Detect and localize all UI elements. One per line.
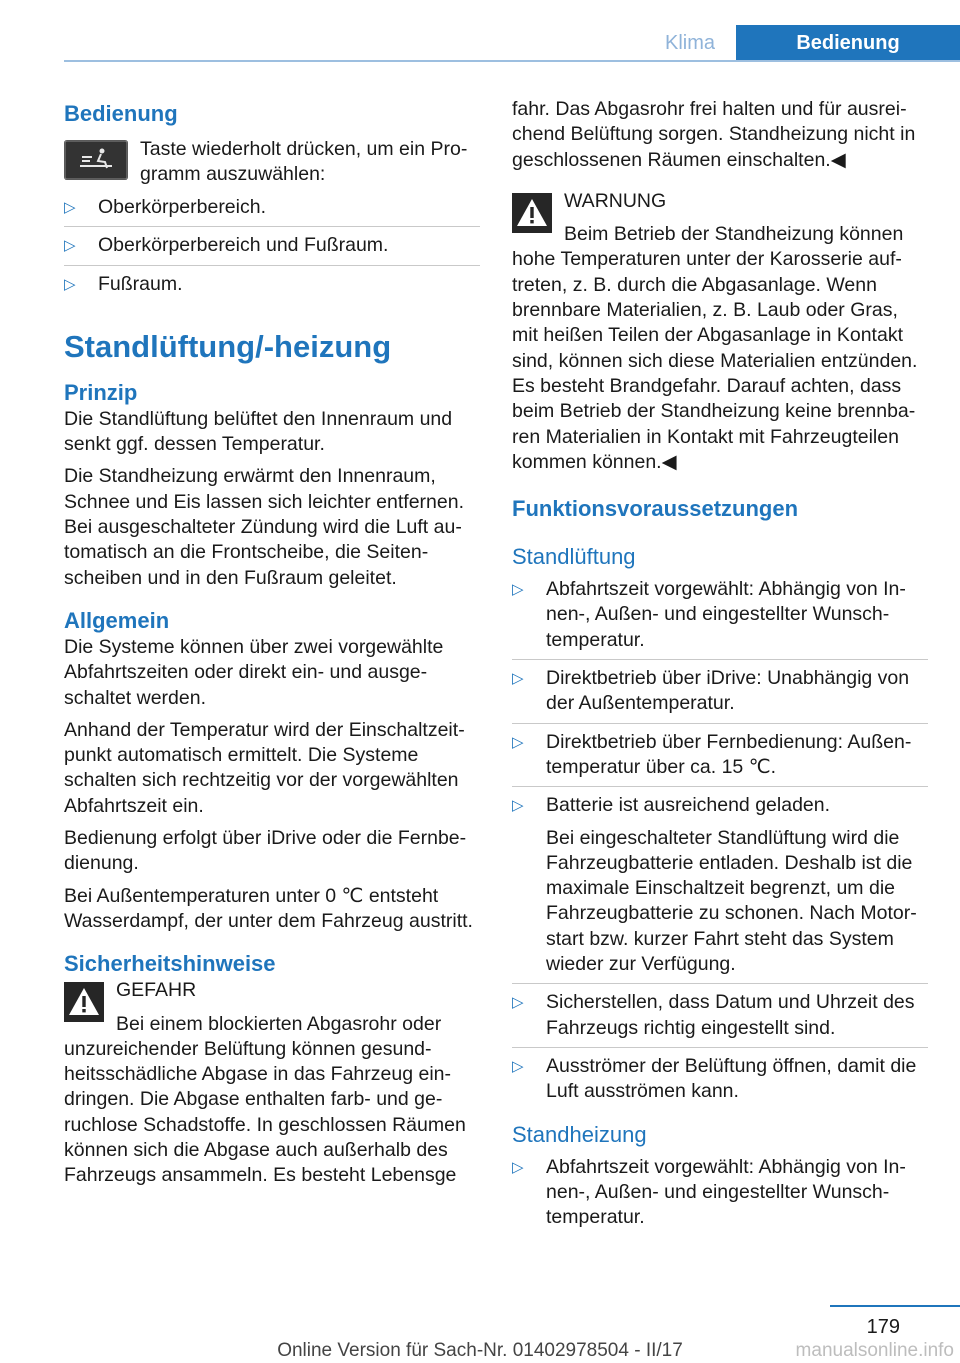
header-rule [64, 60, 960, 62]
air-distribution-button-icon [64, 140, 128, 180]
list-item: ▷ Oberkörperbereich. [64, 195, 480, 227]
page-number: 179 [866, 1316, 900, 1338]
left-column [64, 100, 480, 1189]
allgemein-paragraph: Die Systeme können über zwei vorgewählte Abfahrtszeiten oder direkt ein- und ausgeschaltet werden. [64, 635, 444, 709]
list-item: ▷ Abfahrtszeit vorgewählt: Abhängig von Innen-, Außen- und eingestellter Wunschtemperatur. [512, 577, 928, 660]
prinzip-heading: Prinzip [64, 379, 138, 405]
warning-first-line: Beim Betrieb der Standheizung können [564, 223, 904, 246]
triangle-right-icon: ▷ [64, 199, 76, 216]
program-list [64, 195, 480, 297]
funktion-heading: Funktionsvoraussetzungen [512, 496, 799, 522]
list-item: ▷ Abfahrtszeit vorgewählt: Abhängig von Innen-, Außen- und eingestellter Wunschtemperatur. [512, 1155, 906, 1229]
section-title: Standlüftung/-heizung [64, 328, 392, 364]
list-item: ▷ Fußraum. [64, 272, 480, 297]
prinzip-paragraph: Die Standheizung erwärmt den Innenraum, Schnee und Eis lassen sich leichter entfernen. Bei ausgeschalteter Zündung wird die Luft automatisch an die Frontscheibe, die Seitenscheiben und in den Fußraum geleitet. [64, 465, 464, 589]
triangle-right-icon: ▷ [64, 237, 76, 255]
sicherheit-heading: Sicherheitshinweise [64, 951, 276, 977]
triangle-right-icon: ▷ [512, 994, 524, 1012]
danger-text: unzureichender Belüftung können gesundheitsschädliche Abgase in das Fahrzeug eindringen. Die Abgase enthalten farb- und geruchlose Schadstoffe. In geschlossen Räumen können sich die Abgase auch außerhalb des Fahrzeugs ansammeln. Es besteht Lebensge [64, 1037, 466, 1187]
warning-triangle-icon [512, 193, 552, 233]
danger-notice [64, 978, 480, 1188]
triangle-right-icon: ▷ [512, 1057, 524, 1075]
list-item: ▷ Oberkörperbereich und Fußraum. [64, 233, 480, 265]
header-tab-klima[interactable]: Klima [664, 32, 715, 54]
danger-continuation: fahr. Das Abgasrohr frei halten und für ausreichend Belüftung sorgen. Standheizung nicht in geschlossenen Räumen einschalten.◀ [512, 98, 916, 171]
watermark: manualsonline.info [795, 1340, 954, 1361]
triangle-right-icon: ▷ [64, 275, 76, 293]
bedienung-heading: Bedienung [64, 101, 178, 126]
triangle-right-icon: ▷ [512, 670, 524, 688]
warning-label: WARNUNG [564, 189, 667, 212]
danger-first-line: Bei einem blockierten Abgasrohr oder [116, 1012, 442, 1035]
warning-text: hohe Temperaturen unter der Karosserie auftreten, z. B. durch die Abgasanlage. Wenn brennbare Materialien, z. B. Laub oder Gras, mit heißen Teilen der Abgasanlage in Kontakt sind, können sich diese Materialien entzünden. Es besteht Brandgefahr. Darauf achten, dass beim Betrieb der Standheizung keine brennbaren Materialien in Kontakt mit Fahrzeugteilen kommen können.◀ [512, 248, 918, 473]
prinzip-paragraph: Die Standlüftung belüftet den Innenraum und senkt ggf. dessen Temperatur. [64, 407, 453, 456]
right-column [512, 97, 928, 1237]
list-item: ▷ Direktbetrieb über iDrive: Unabhängig von der Außentemperatur. [512, 666, 928, 724]
list-item: ▷ Ausströmer der Belüftung öffnen, damit die Luft ausströmen kann. [512, 1054, 917, 1103]
footer-rule [830, 1305, 960, 1307]
allgemein-paragraph: Bedienung erfolgt über iDrive oder die Fernbedienung. [64, 827, 467, 875]
list-item: ▷ Sicherstellen, dass Datum und Uhrzeit des Fahrzeugs richtig eingestellt sind. [512, 990, 928, 1048]
danger-label: GEFAHR [116, 979, 197, 1002]
standluftung-list [512, 577, 928, 1104]
warning-triangle-icon [64, 982, 104, 1022]
triangle-right-icon: ▷ [512, 1158, 524, 1176]
triangle-right-icon: ▷ [512, 733, 524, 751]
standluftung-heading: Standlüftung [512, 544, 636, 570]
header-tab-bedienung[interactable]: Bedienung [736, 25, 960, 62]
warning-notice [512, 189, 928, 475]
list-item: ▷ Direktbetrieb über Fernbedienung: Außentemperatur über ca. 15 ℃. [512, 730, 928, 788]
allgemein-paragraph: Bei Außentemperaturen unter 0 ℃ entsteht Wasserdampf, der unter dem Fahrzeug austritt. [64, 884, 473, 932]
standheizung-heading: Standheizung [512, 1121, 647, 1147]
icon-instruction-text: Taste wiederholt drücken, um ein Programm auszuwählen: [140, 138, 468, 186]
allgemein-paragraph: Anhand der Temperatur wird der Einschaltzeitpunkt automatisch ermittelt. Die Systeme schalten sich rechtzeitig vor der vorgewählten Abfahrtszeit ein. [64, 718, 465, 817]
standheizung-list [512, 1155, 928, 1231]
allgemein-heading: Allgemein [64, 607, 170, 633]
icon-instruction [64, 137, 480, 191]
batterie-note: Bei eingeschalteter Standlüftung wird die Fahrzeugbatterie entladen. Deshalb ist die maximale Einschaltzeit begrenzt, um die Fahrzeugbatterie zu schonen. Nach Motorstart bzw. kurzer Fahrt steht das System wieder zur Verfügung. [546, 826, 917, 976]
triangle-right-icon: ▷ [512, 581, 524, 599]
online-version-note: Online Version für Sach-Nr. 01402978504 - II/17 [277, 1340, 683, 1361]
list-item: ▷ Batterie ist ausreichend geladen. Bei eingeschalteter Standlüftung wird die Fahrzeugbatterie entladen. Deshalb ist die maximale Einschaltzeit begrenzt, um die Fahrzeugbatterie zu schonen. Nach Motorstart bzw. kurzer Fahrt steht das System wieder zur Verfügung. [512, 793, 928, 984]
triangle-right-icon: ▷ [512, 797, 524, 815]
